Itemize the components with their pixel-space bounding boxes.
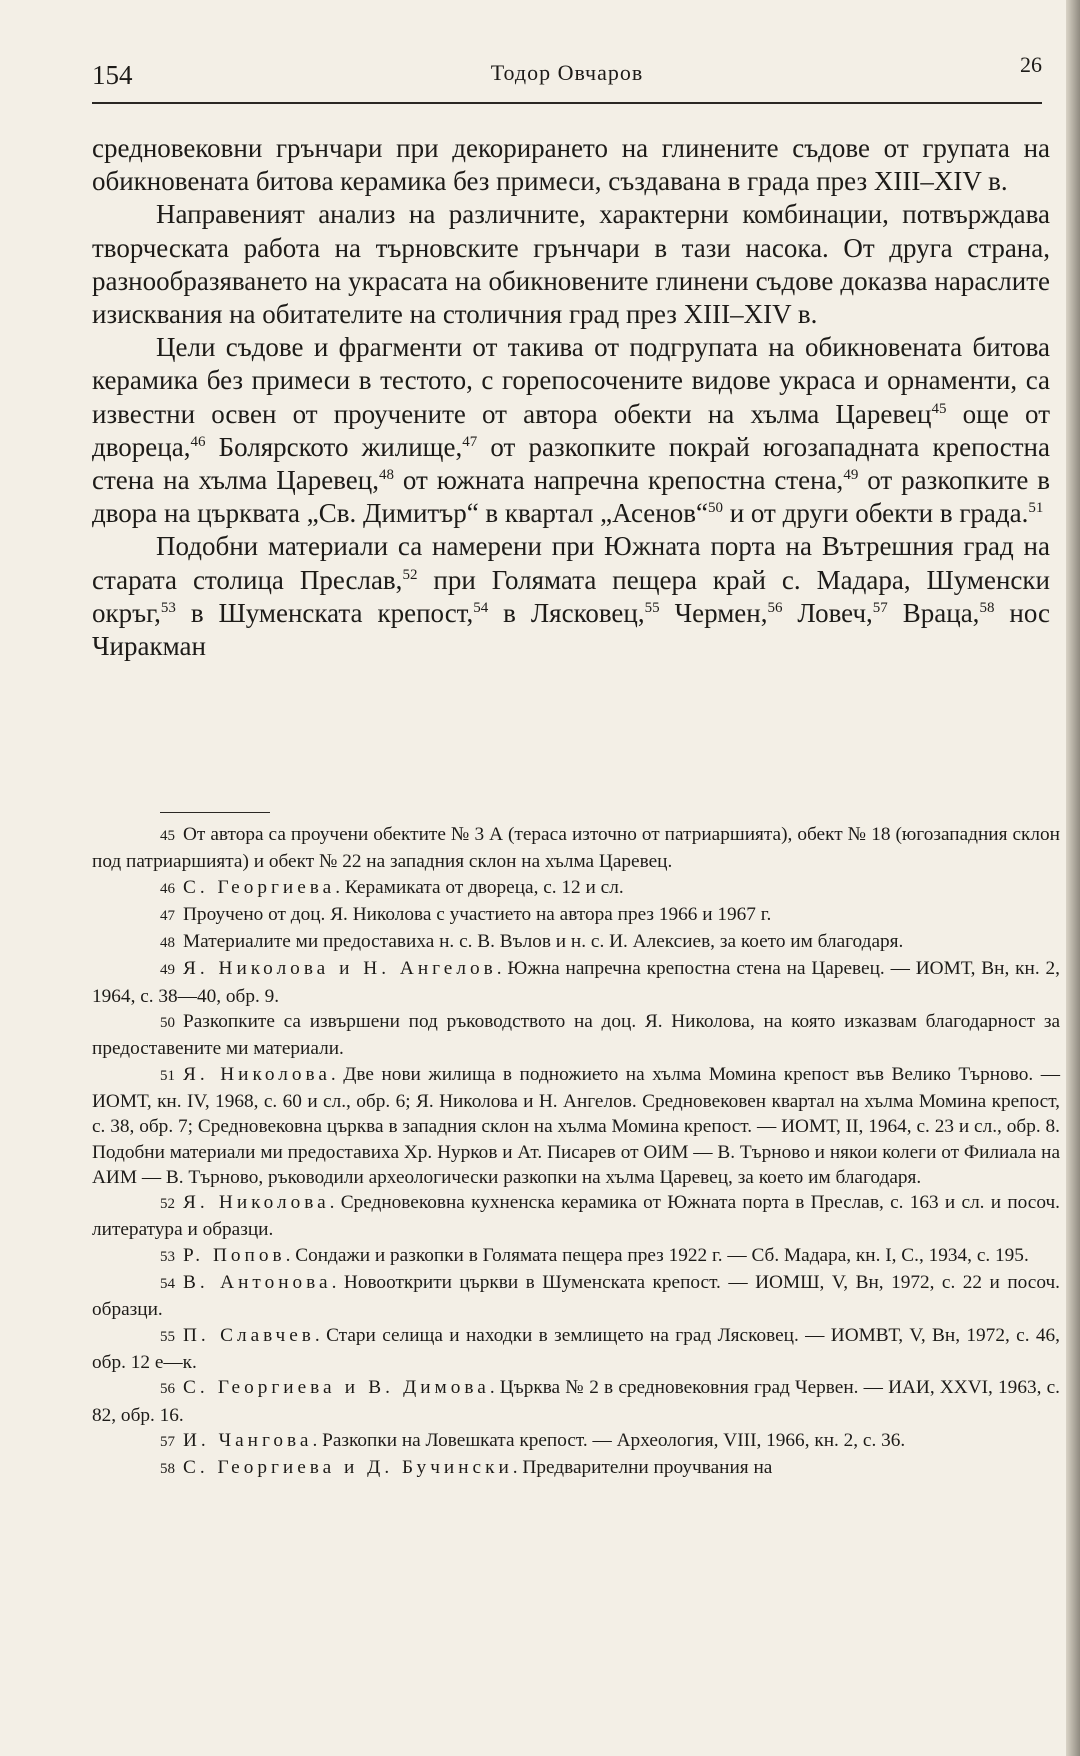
main-text [92,132,1050,663]
text-run: при Голямата пещера край с. Мадара, Шуменски окръг, [92,564,1050,628]
footnote-number: 47 [160,907,175,924]
running-header [92,52,1042,96]
body-paragraph: Направеният анализ на различните, характерни комбинации, потвърждава творческата работа на търновските грънчари в тази насока. От друга страна, разнообразяването на украсата на обикновените глинени съдове доказва нараслите изисквания на обитателите на столичния град през XIII–XIV в. [92,199,1050,330]
footnote-text: . Църква № 2 в средновековния град Червен. — ИАИ, XXVI, 1963, с. 82, обр. 16. [92,1377,1060,1426]
footnote-ref: 53 [160,599,176,616]
footnote [92,1062,1060,1190]
footnote-text: . Предварителни проучвания на [512,1457,773,1479]
footnote [92,1428,1060,1455]
footnote-text: . Новооткрити църкви в Шуменската крепост. — ИОМШ, V, Вн, 1972, с. 22 и посоч. образци. [92,1272,1060,1321]
footnote-ref: 48 [378,467,394,484]
footnote-number: 54 [160,1276,175,1293]
footnote-ref: 50 [707,500,723,517]
text-run: Чермен, [659,597,768,628]
footnote-ref: 57 [872,599,888,616]
footnote [92,1455,1060,1482]
text-run: от южната напречна крепостна стена, [393,465,844,496]
footnote [92,902,1060,929]
text-run: още от двореца, [92,398,1051,462]
footnote [92,1375,1060,1428]
footnote-number: 57 [160,1433,175,1450]
footnote [92,1270,1060,1323]
footnote [92,1243,1060,1270]
footnote-number: 52 [160,1196,175,1213]
footnote-ref: 55 [644,599,660,616]
text-run: в Шуменската крепост, [175,597,474,628]
footnote-number: 50 [160,1015,175,1032]
text-run: Цели съдове и фрагменти от такива от подгрупата на обикновената битова керамика без примеси в тестото, с горепосочените видове украса и орнаменти, са известни освен от проучените от автора обекти на хълма Царевец [92,332,1050,429]
footnote-number: 46 [160,880,175,897]
body-paragraph: средновековни грънчари при декорирането на глинените съдове от групата на обикновената битова керамика без примеси, създавана в града през XIII–XIV в. [92,133,1050,197]
footnote-text: Материалите ми предоставиха н. с. В. Вълов и н. с. И. Алексиев, за което им благодаря. [183,931,904,953]
footnote-author: Р. Попов [183,1244,286,1266]
footnote-author: С. Георгиева [183,876,336,898]
footnote-text: . Керамиката от двореца, с. 12 и сл. [335,876,624,898]
text-run: Враца, [887,597,980,628]
text-run: от разкопките в двора на църквата „Св. Димитър“ в квартал „Асенов“ [92,465,1050,529]
header-rule [92,102,1042,104]
footnote-ref: 47 [462,433,478,450]
footnote-number: 55 [160,1328,175,1345]
footnote-number: 56 [160,1381,175,1398]
footnote-author: Я. Николова [183,1192,330,1214]
footnote-author: В. Антонова [183,1272,332,1294]
footnote-text: От автора са проучени обектите № 3 А (тераса източно от патриаршията), обект № 18 (югозападния склон под патриаршията) и обект № 22 на западния склон на хълма Царевец. [92,824,1060,873]
footnote [92,822,1060,875]
text-run: от разкопките покрай югозападната крепостна стена на хълма Царевец, [92,431,1050,496]
footnote-ref: 51 [1028,500,1044,517]
footnote-text: . Две нови жилища в подножието на хълма Момина крепост във Велико Търново. — ИОМТ, кн. IV, 1968, с. 60 и сл., обр. 6; Я. Николова и Н. Ангелов. Средновековен квартал на хълма Момина крепост, с. 38, обр. 7; Средновековна църква в западния склон на хълма Момина крепост. — ИОМТ, II, 1964, с. 23 и сл., обр. 8. Подобни материали ми предоставиха Хр. Нурков и Ат. Писарев от ОИМ — В. Търново и някои колеги от Филиала на АИМ — В. Търново, ръководили археологически разкопки на хълма Царевец, за което им благодаря. [92,1063,1060,1188]
footnote-text: . Стари селища и находки в землището на град Лясковец. — ИОМВТ, V, Вн, 1972, с. 46, обр. 12 е—к. [92,1324,1060,1373]
footnote-rule [160,812,270,813]
footnote-number: 58 [160,1461,175,1478]
running-title: Тодор Овчаров [490,60,644,85]
footnote-ref: 54 [473,599,489,616]
footnote-ref: 52 [402,566,418,583]
text-run: Болярското жилище, [205,431,463,462]
page-edge [1066,0,1080,1756]
footnote-text: Проучено от доц. Я. Николова с участието на автора през 1966 и 1967 г. [183,903,772,925]
footnote-ref: 56 [767,599,783,616]
footnote [92,1323,1060,1376]
text-run: Ловеч, [782,597,873,628]
footnote-ref: 58 [979,599,995,616]
footnote-text: Разкопките са извършени под ръководството на доц. Я. Николова, на която изказвам благодарност за предоставените ми материали. [92,1011,1060,1060]
footnote-number: 53 [160,1248,175,1265]
page-number: 154 [92,60,133,90]
footnote [92,875,1060,902]
footnote-author: И. Чангова [183,1429,313,1451]
footnote-author: П. Славчев [183,1324,315,1346]
footnote [92,1009,1060,1062]
footnote-number: 49 [160,962,175,979]
text-run: и от други обекти в града. [722,498,1029,529]
footnote-number: 48 [160,935,175,952]
footnote-text: . Сондажи и разкопки в Голямата пещера през 1922 г. — Сб. Мадара, кн. I, С., 1934, с. 195. [285,1244,1029,1266]
footnote-ref: 49 [843,467,859,484]
footnote-text: . Южна напречна крепостна стена на Царевец. — ИОМТ, Вн, кн. 2, 1964, с. 38—40, обр. 9. [92,958,1060,1007]
footnotes [92,822,1060,1482]
body-paragraph [92,530,1050,663]
footnote-text: . Разкопки на Ловешката крепост. — Археология, VIII, 1966, кн. 2, с. 36. [312,1429,906,1451]
footnote [92,1190,1060,1243]
text-run: в Лясковец, [488,597,645,628]
footnote [92,956,1060,1009]
footnote-author: С. Георгиева и В. Димова [183,1377,490,1399]
footnote [92,929,1060,956]
text-run: нос Чиракман [92,597,1050,662]
body-paragraph [92,331,1050,530]
footnote-ref: 45 [931,400,947,417]
text-run: Подобни материали са намерени при Южната порта на Вътрешния град на старата столица Преслав, [92,531,1050,595]
footnote-ref: 46 [190,433,206,450]
corner-number: 26 [1020,52,1042,77]
footnote-number: 45 [160,828,175,844]
footnote-number: 51 [160,1067,175,1084]
footnote-text: . Средновековна кухненска керамика от Южната порта в Преслав, с. 163 и сл. и посоч. литература и образци. [92,1192,1060,1241]
footnote-author: С. Георгиева и Д. Бучински [183,1457,513,1479]
footnote-author: Я. Николова [183,1063,331,1085]
footnote-author: Я. Николова и Н. Ангелов [183,958,497,980]
